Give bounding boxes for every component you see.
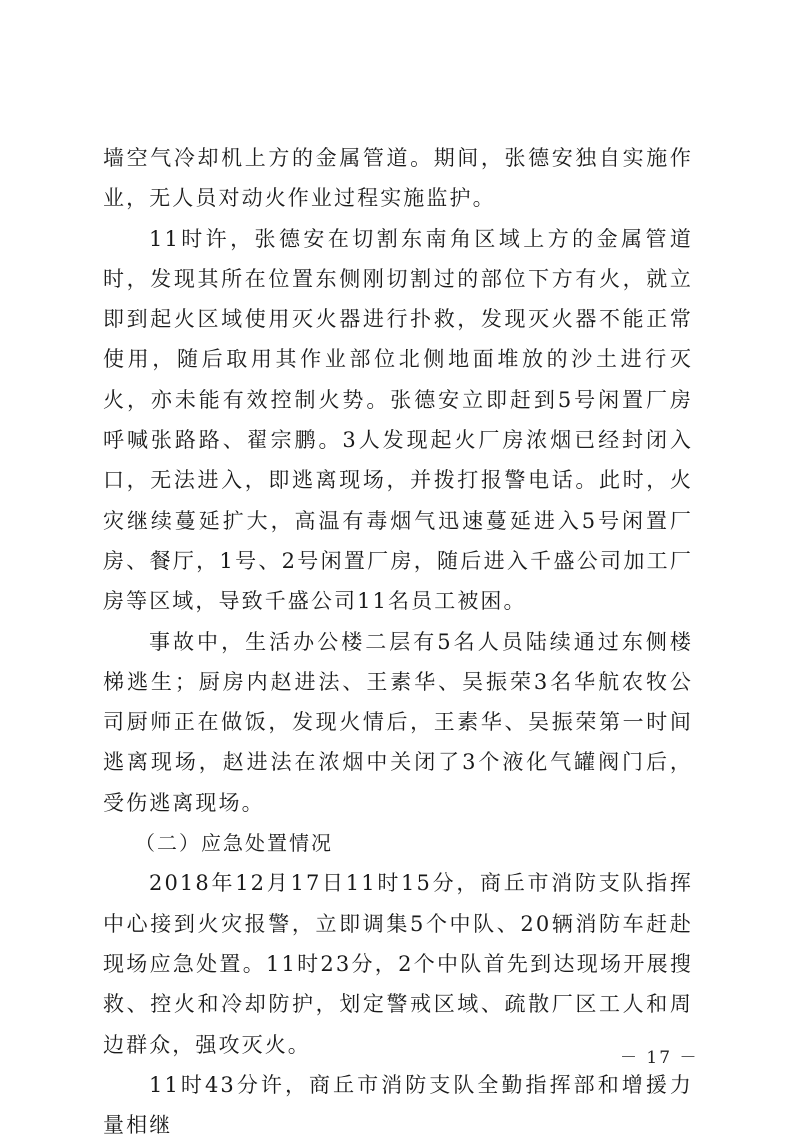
paragraph-alarm-dispatch: 2018年12月17日11时15分，商丘市消防支队指挥中心接到火灾报警，立即调集5个中队、20辆消防车赶赴现场应急处置。11时23分，2个中队首先到达现场开展搜救、控火和冷却防护，划定警戒区域、疏散厂区工人和周边群众，强攻灭火。: [103, 871, 693, 1057]
paragraph-fire-discovery: 11时许，张德安在切割东南角区域上方的金属管道时，发现其所在位置东侧刚切割过的部位下方有火，就立即到起火区域使用灭火器进行扑救，发现灭火器不能正常使用，随后取用其作业部位北侧地面堆放的沙土进行灭火，亦未能有效控制火势。张德安立即赶到5号闲置厂房呼喊张路路、翟宗鹏。3人发现起火厂房浓烟已经封闭入口，无法进入，即逃离现场，并拨打报警电话。此时，火灾继续蔓延扩大，高温有毒烟气迅速蔓延进入5号闲置厂房、餐厅，1号、2号闲置厂房，随后进入千盛公司加工厂房等区域，导致千盛公司11名员工被困。: [103, 226, 693, 614]
body-text: [103, 138, 693, 1145]
paragraph-continuation: 墙空气冷却机上方的金属管道。期间，张德安独自实施作业，无人员对动火作业过程实施监护。: [103, 146, 693, 211]
paragraph-evacuation: 事故中，生活办公楼二层有5名人员陆续通过东侧楼梯逃生；厨房内赵进法、王素华、吴振荣3名华航农牧公司厨师正在做饭，发现火情后，王素华、吴振荣第一时间逃离现场，赵进法在浓烟中关闭了3个液化气罐阀门后，受伤逃离现场。: [103, 629, 693, 815]
section-heading-emergency-response: （二）应急处置情况: [135, 831, 333, 856]
page-number: － 17 －: [620, 1048, 699, 1068]
paragraph-reinforcement: 11时43分许，商丘市消防支队全勤指挥部和增援力量相继: [103, 1072, 693, 1138]
